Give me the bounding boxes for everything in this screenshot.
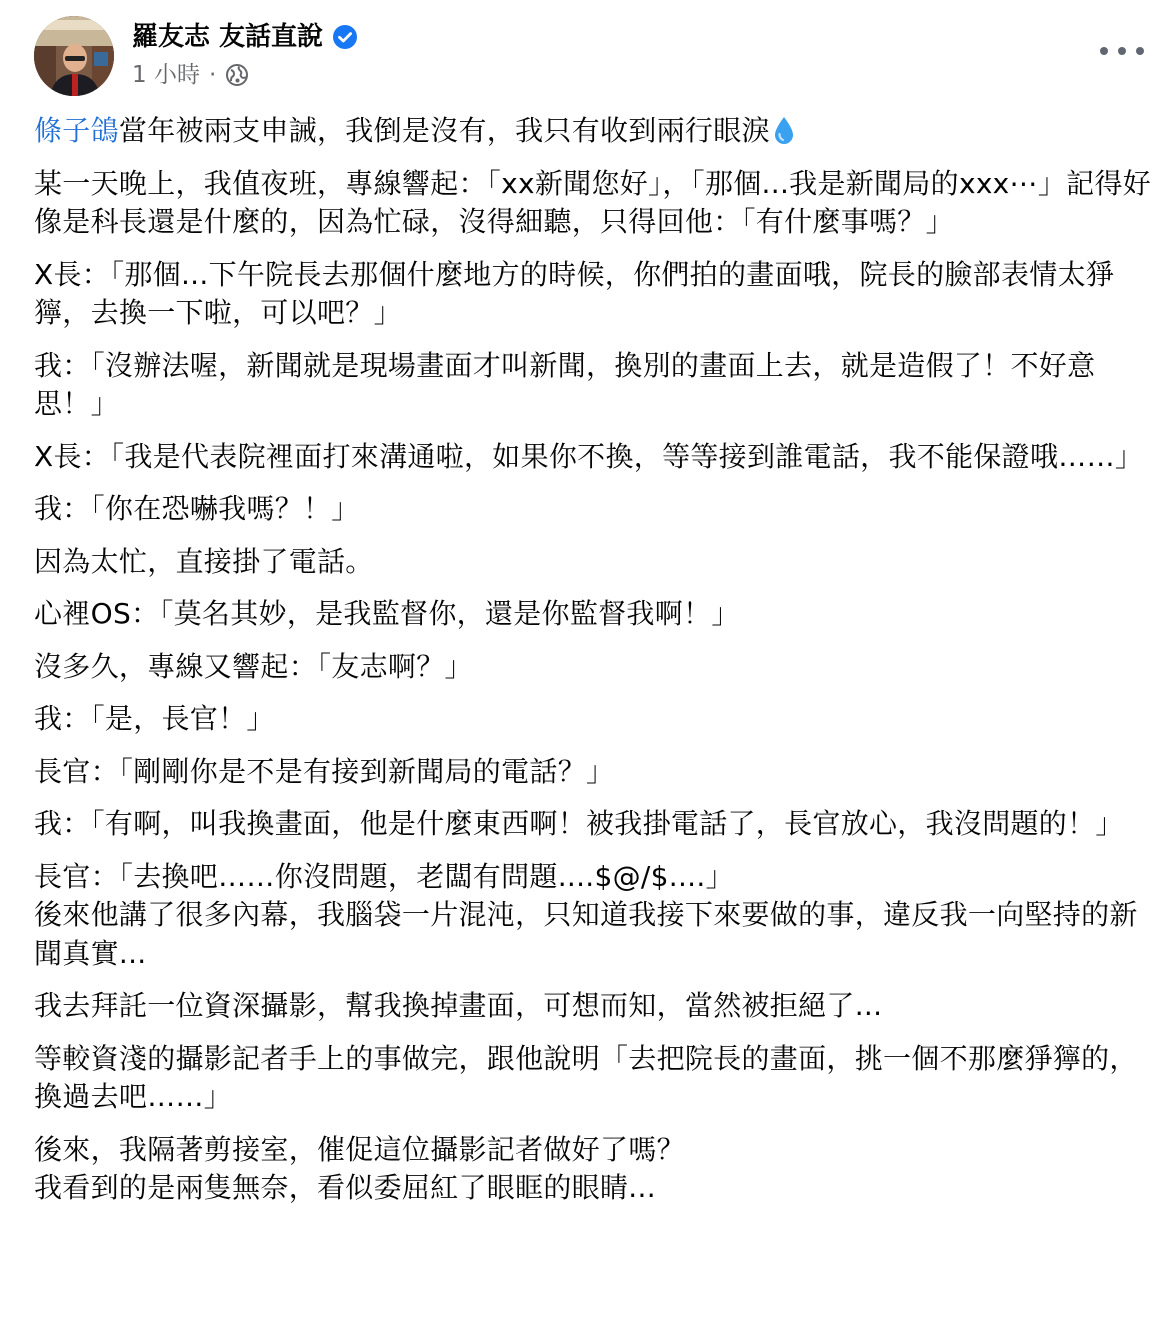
post-body <box>34 112 1152 1222</box>
post-paragraph: 等較資淺的攝影記者手上的事做完，跟他說明「去把院長的畫面，挑一個不那麼猙獰的，換過去吧……」 <box>34 1041 1138 1113</box>
post-paragraph: 我看到的是兩隻無奈，看似委屈紅了眼眶的眼睛... <box>34 1171 656 1204</box>
post-paragraph: 後來，我隔著剪接室，催促這位攝影記者做好了嗎？ <box>34 1132 685 1166</box>
avatar-image <box>34 16 114 96</box>
post-paragraph: 我去拜託一位資深攝影，幫我換掉畫面，可想而知，當然被拒絕了... <box>34 989 883 1022</box>
droplet-emoji-icon <box>773 115 795 145</box>
post-paragraph: 我：「有啊，叫我換畫面，他是什麼東西啊！被我掛電話了，長官放心，我沒問題的！」 <box>34 807 1124 840</box>
verified-badge-icon <box>332 24 358 50</box>
post-paragraph: 我：「是，長官！」 <box>34 702 275 735</box>
post-paragraph <box>34 112 1152 151</box>
more-dot <box>1136 47 1144 55</box>
post-paragraph: 長官：「去換吧……你沒問題，老闆有問題....$@/$....」 <box>34 859 734 893</box>
post-header <box>34 14 1144 98</box>
author-name-text[interactable]: 羅友志 友話直說 <box>132 22 324 52</box>
post-paragraph: 沒多久，專線又響起：「友志啊？」 <box>34 649 473 683</box>
more-dot <box>1100 47 1108 55</box>
more-options-icon[interactable] <box>1100 38 1144 64</box>
post-paragraph: 因為太忙，直接掛了電話。 <box>34 544 374 578</box>
post-paragraph: 我：「你在恐嚇我嗎？！」 <box>34 492 360 525</box>
post-meta <box>132 60 249 90</box>
post-paragraph: 我：「沒辦法喔，新聞就是現場畫面才叫新聞，換別的畫面上去，就是造假了！不好意思！」 <box>34 348 1096 420</box>
post-paragraph: 某一天晚上，我值夜班，專線響起：「xx新聞您好」，「那個...我是新聞局的xxx⋯」記得好像是科長還是什麼的，因為忙碌，沒得細聽，只得回他：「有什麼事嗎？」 <box>34 166 1152 238</box>
post-paragraph: 後來他講了很多內幕，我腦袋一片混沌，只知道我接下來要做的事，違反我一向堅持的新聞真實... <box>34 898 1138 970</box>
globe-icon[interactable] <box>225 63 249 87</box>
post-paragraph: 長官：「剛剛你是不是有接到新聞局的電話？」 <box>34 754 615 788</box>
more-dot <box>1118 47 1126 55</box>
paragraph-text: 當年被兩支申誡，我倒是沒有，我只有收到兩行眼淚 <box>118 114 770 147</box>
post-paragraph: 心裡OS：「莫名其妙，是我監督你，還是你監督我啊！」 <box>34 597 740 630</box>
meta-separator: · <box>208 62 217 88</box>
post-paragraph: X長：「我是代表院裡面打來溝通啦，如果你不換，等等接到誰電話，我不能保證哦……」 <box>34 439 1144 473</box>
post-paragraph: X長：「那個...下午院長去那個什麼地方的時候，你們拍的畫面哦，院長的臉部表情太猙獰，去換一下啦，可以吧？」 <box>34 257 1115 329</box>
author-avatar[interactable] <box>34 16 114 96</box>
post-timestamp[interactable]: 1 小時 <box>132 62 200 88</box>
mention-link[interactable]: 條子鴿 <box>34 114 119 147</box>
author-name[interactable] <box>132 20 358 54</box>
